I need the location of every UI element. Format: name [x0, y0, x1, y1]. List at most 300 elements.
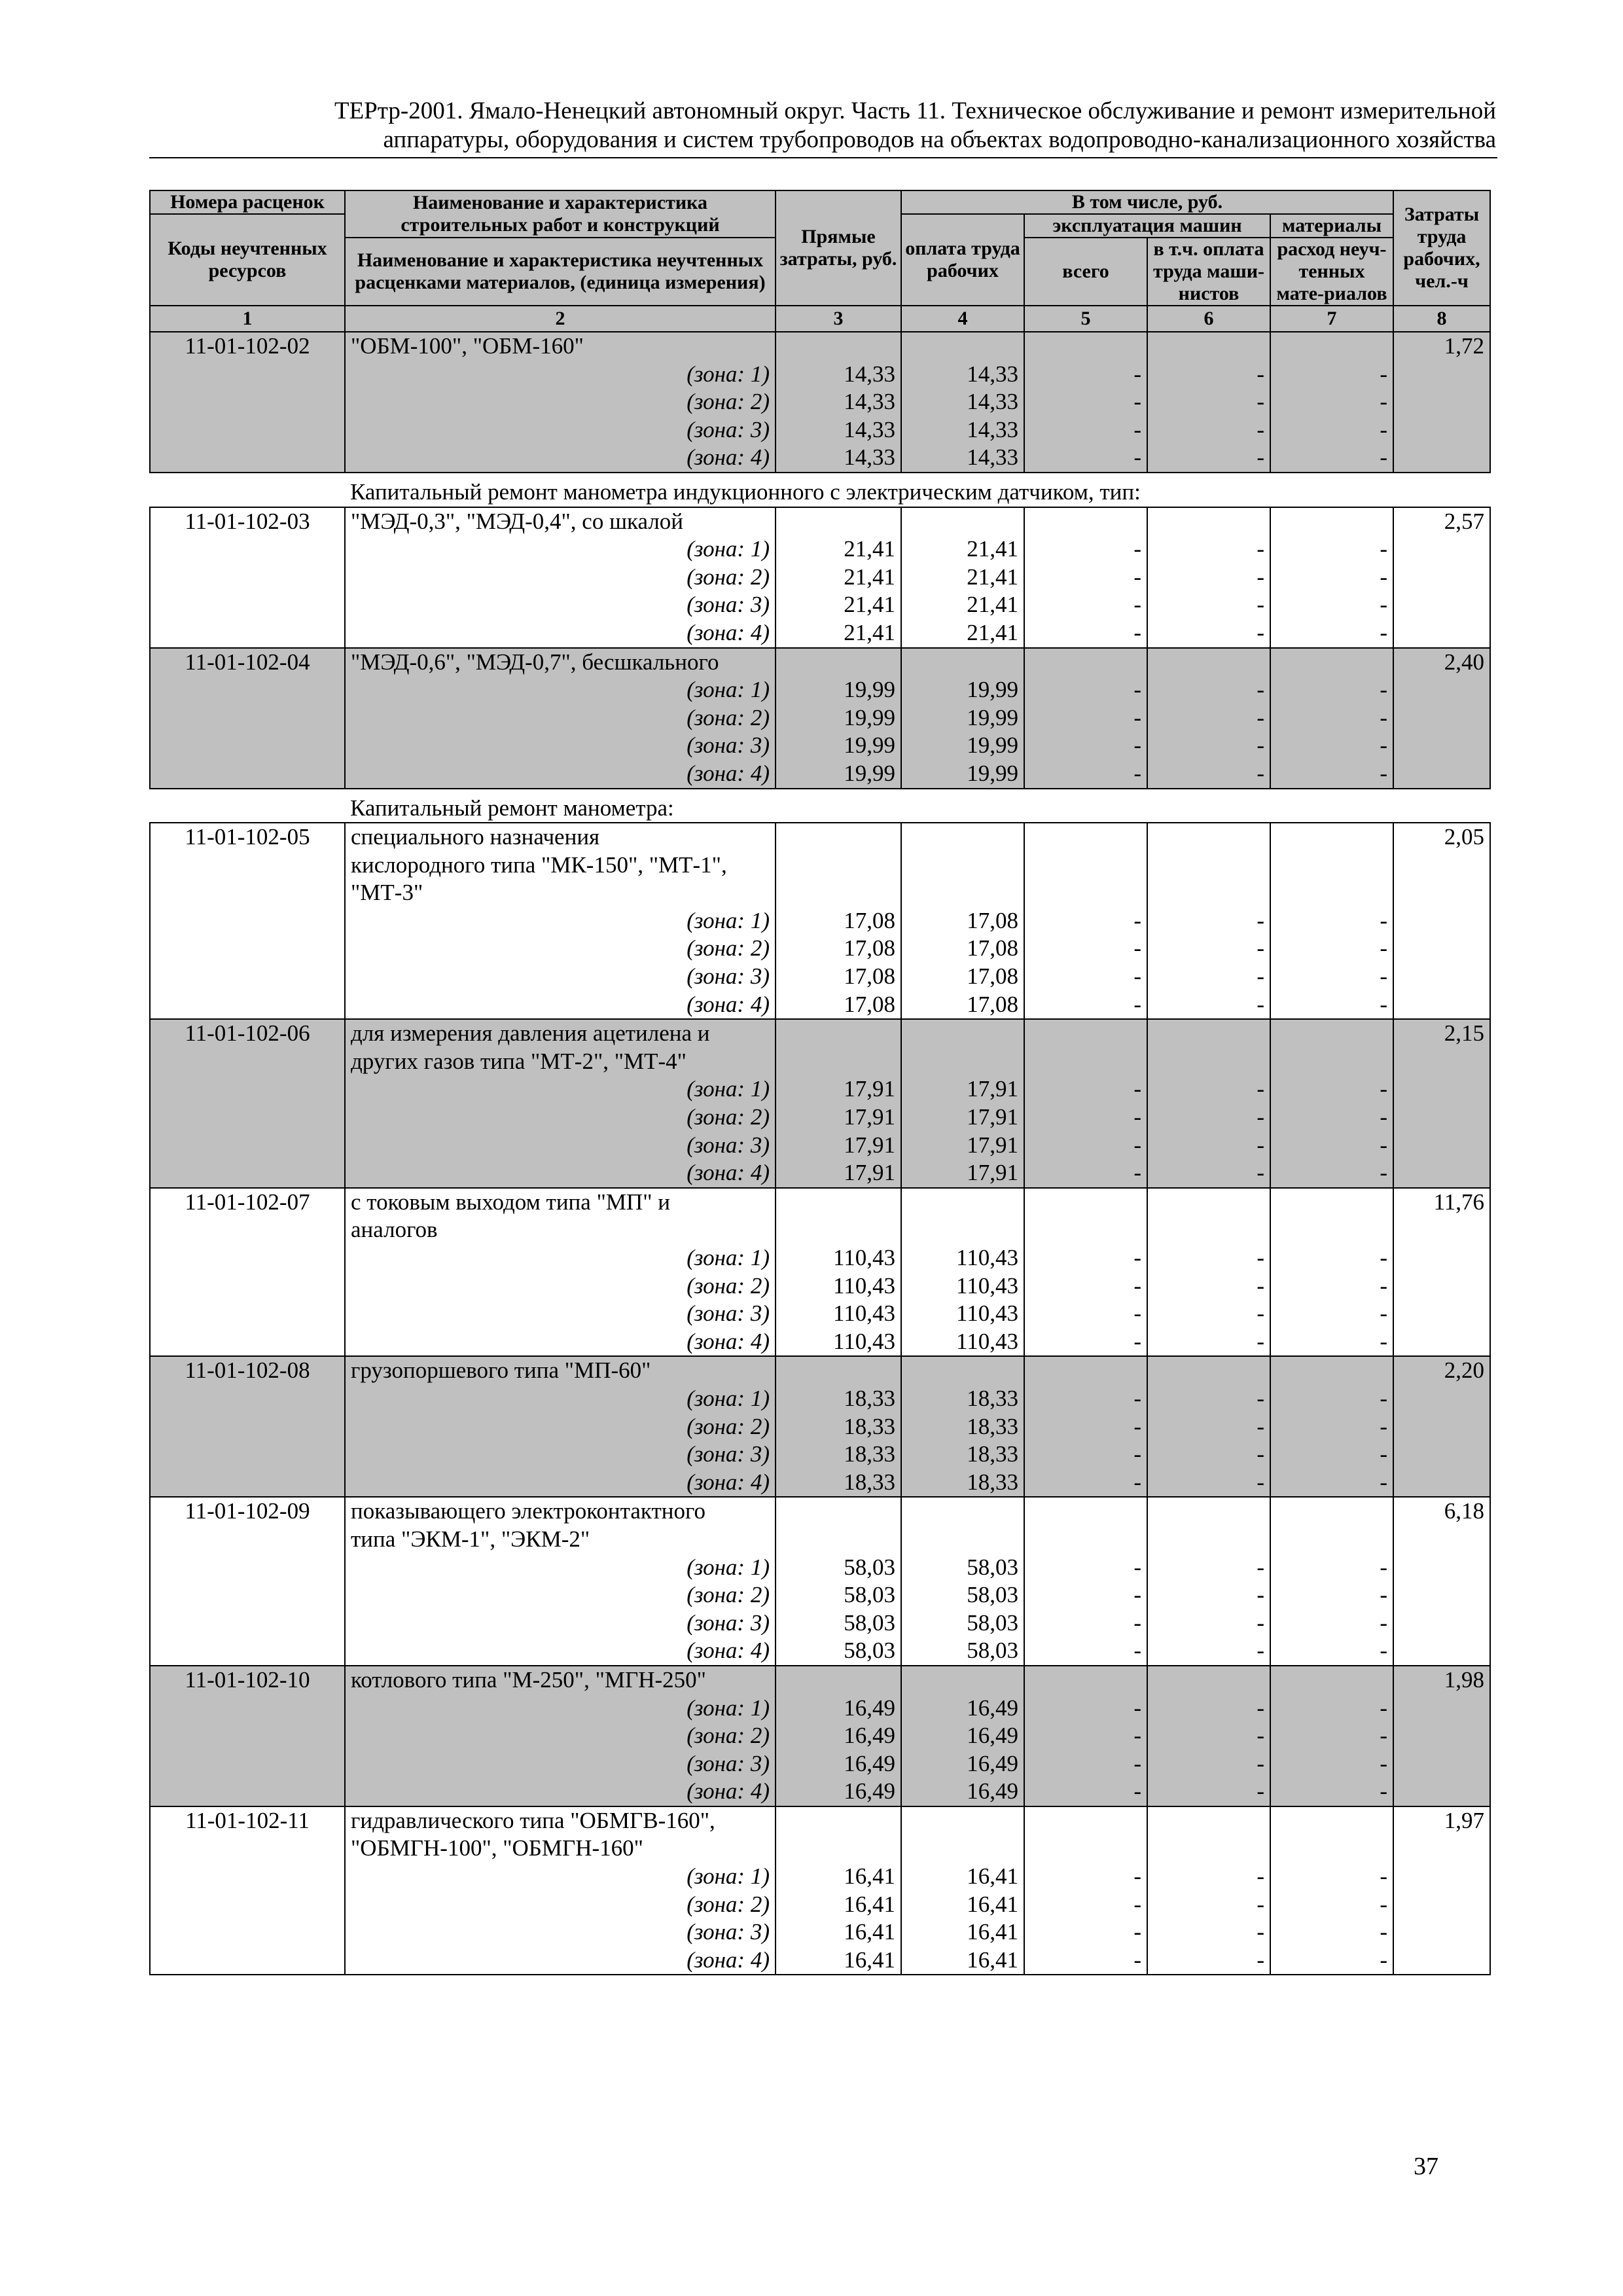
table-row	[150, 1103, 1490, 1132]
machines-total: -	[1024, 1750, 1147, 1778]
table-row	[150, 619, 1490, 648]
empty-cell	[150, 935, 345, 963]
labor-cost: 2,05	[1393, 823, 1490, 852]
direct-cost: 14,33	[776, 388, 901, 416]
operator-pay: -	[1147, 1778, 1270, 1806]
empty-cell	[1024, 1188, 1147, 1217]
machines-total: -	[1024, 1554, 1147, 1582]
materials-usage: -	[1270, 1159, 1393, 1188]
direct-cost: 58,03	[776, 1581, 901, 1609]
table-row	[150, 1159, 1490, 1188]
operator-pay: -	[1147, 1075, 1270, 1103]
direct-cost: 16,41	[776, 1918, 901, 1946]
rate-name: "МЭД-0,3", "МЭД-0,4", со шкалой	[345, 507, 776, 536]
operator-pay: -	[1147, 388, 1270, 416]
empty-cell	[150, 591, 345, 619]
empty-cell	[1393, 1526, 1490, 1554]
table-row	[150, 1132, 1490, 1160]
operator-pay: -	[1147, 1554, 1270, 1582]
materials-usage: -	[1270, 1441, 1393, 1469]
machines-total: -	[1024, 732, 1147, 760]
table-row	[150, 1300, 1490, 1328]
empty-cell	[1393, 991, 1490, 1020]
empty-cell	[150, 1946, 345, 1975]
zone-label: (зона: 2)	[345, 935, 776, 963]
machines-total: -	[1024, 361, 1147, 389]
column-number: 3	[776, 306, 901, 332]
direct-cost: 16,49	[776, 1722, 901, 1750]
empty-cell	[150, 1103, 345, 1132]
empty-cell	[150, 444, 345, 473]
section-title: Капитальный ремонт манометра:	[345, 789, 1490, 823]
table-row	[150, 1385, 1490, 1413]
worker-pay: 17,08	[901, 963, 1024, 991]
materials-usage: -	[1270, 1413, 1393, 1441]
table-row	[150, 1806, 1490, 1835]
machines-total: -	[1024, 535, 1147, 564]
empty-cell	[1024, 1835, 1147, 1863]
zone-label: (зона: 1)	[345, 361, 776, 389]
operator-pay: -	[1147, 564, 1270, 592]
table-row	[150, 591, 1490, 619]
empty-cell	[1270, 648, 1393, 677]
empty-cell	[1393, 879, 1490, 907]
materials-usage: -	[1270, 1244, 1393, 1272]
machines-total: -	[1024, 1469, 1147, 1498]
worker-pay: 17,91	[901, 1103, 1024, 1132]
machines-total: -	[1024, 1609, 1147, 1638]
machines-total: -	[1024, 444, 1147, 473]
empty-cell	[1270, 879, 1393, 907]
materials-usage: -	[1270, 1469, 1393, 1498]
direct-cost: 18,33	[776, 1441, 901, 1469]
operator-pay: -	[1147, 619, 1270, 648]
operator-pay: -	[1147, 1413, 1270, 1441]
rate-name: "ОБМГН-100", "ОБМГН-160"	[345, 1835, 776, 1863]
zone-label: (зона: 3)	[345, 1300, 776, 1328]
empty-cell	[1393, 564, 1490, 592]
materials-usage: -	[1270, 1272, 1393, 1300]
empty-cell	[1024, 1526, 1147, 1554]
empty-cell	[150, 535, 345, 564]
column-number: 7	[1270, 306, 1393, 332]
worker-pay: 16,49	[901, 1722, 1024, 1750]
direct-cost: 21,41	[776, 535, 901, 564]
worker-pay: 21,41	[901, 564, 1024, 592]
worker-pay: 19,99	[901, 676, 1024, 704]
materials-usage: -	[1270, 1778, 1393, 1806]
rate-name: котлового типа "М-250", "МГН-250"	[345, 1666, 776, 1695]
empty-cell	[776, 507, 901, 536]
labor-cost: 1,72	[1393, 332, 1490, 361]
operator-pay: -	[1147, 935, 1270, 963]
empty-cell	[1393, 535, 1490, 564]
empty-cell	[1024, 1806, 1147, 1835]
labor-cost: 2,40	[1393, 648, 1490, 677]
machines-total: -	[1024, 963, 1147, 991]
operator-pay: -	[1147, 704, 1270, 732]
empty-cell	[150, 1048, 345, 1076]
worker-pay: 16,41	[901, 1863, 1024, 1891]
empty-cell	[1024, 1216, 1147, 1244]
materials-usage: -	[1270, 963, 1393, 991]
materials-usage: -	[1270, 564, 1393, 592]
table-row	[150, 1244, 1490, 1272]
table-body	[150, 332, 1490, 1975]
table-row	[150, 648, 1490, 677]
direct-cost: 17,91	[776, 1103, 901, 1132]
empty-cell	[776, 648, 901, 677]
zone-label: (зона: 4)	[345, 1946, 776, 1975]
direct-cost: 19,99	[776, 676, 901, 704]
direct-cost: 21,41	[776, 564, 901, 592]
empty-cell	[901, 1019, 1024, 1048]
table-row	[150, 963, 1490, 991]
operator-pay: -	[1147, 963, 1270, 991]
empty-cell	[1270, 1806, 1393, 1835]
table-row	[150, 1554, 1490, 1582]
empty-cell	[901, 1835, 1024, 1863]
empty-cell	[901, 879, 1024, 907]
empty-cell	[1270, 332, 1393, 361]
empty-cell	[901, 1188, 1024, 1217]
rate-name: гидравлического типа "ОБМГВ-160",	[345, 1806, 776, 1835]
empty-cell	[1024, 1356, 1147, 1385]
empty-cell	[1393, 1918, 1490, 1946]
direct-cost: 19,99	[776, 760, 901, 789]
empty-cell	[1393, 1216, 1490, 1244]
table-header	[150, 190, 1490, 332]
worker-pay: 110,43	[901, 1300, 1024, 1328]
direct-cost: 18,33	[776, 1413, 901, 1441]
empty-cell	[150, 704, 345, 732]
empty-cell	[1270, 1048, 1393, 1076]
operator-pay: -	[1147, 1244, 1270, 1272]
table-row	[150, 388, 1490, 416]
section-title-row	[150, 789, 1490, 823]
empty-cell	[150, 564, 345, 592]
empty-cell	[1393, 1554, 1490, 1582]
empty-cell	[1024, 332, 1147, 361]
empty-cell	[1393, 1328, 1490, 1357]
header-line-1: ТЕРтр-2001. Ямало-Ненецкий автономный округ. Часть 11. Техническое обслуживание и ремонт измерительной	[334, 98, 1496, 124]
direct-cost: 21,41	[776, 591, 901, 619]
zone-label: (зона: 2)	[345, 1413, 776, 1441]
empty-cell	[1393, 416, 1490, 444]
materials-usage: -	[1270, 1328, 1393, 1357]
empty-cell	[901, 1526, 1024, 1554]
machines-total: -	[1024, 388, 1147, 416]
zone-label: (зона: 4)	[345, 1469, 776, 1498]
page-header	[149, 97, 1496, 154]
materials-usage: -	[1270, 1103, 1393, 1132]
empty-cell	[1270, 1019, 1393, 1048]
empty-cell	[901, 1666, 1024, 1695]
worker-pay: 19,99	[901, 704, 1024, 732]
operator-pay: -	[1147, 1609, 1270, 1638]
materials-usage: -	[1270, 935, 1393, 963]
rate-name: для измерения давления ацетилена и	[345, 1019, 776, 1048]
empty-cell	[1147, 879, 1270, 907]
labor-cost: 2,15	[1393, 1019, 1490, 1048]
empty-cell	[150, 1469, 345, 1498]
empty-cell	[901, 1048, 1024, 1076]
machines-total: -	[1024, 564, 1147, 592]
empty-cell	[1393, 1469, 1490, 1498]
table-row	[150, 1441, 1490, 1469]
table-row	[150, 1019, 1490, 1048]
empty-cell	[1024, 507, 1147, 536]
direct-cost: 16,41	[776, 1891, 901, 1919]
materials-usage: -	[1270, 1918, 1393, 1946]
machines-total: -	[1024, 1695, 1147, 1723]
materials-usage: -	[1270, 1637, 1393, 1666]
empty-cell	[1393, 591, 1490, 619]
operator-pay: -	[1147, 1469, 1270, 1498]
direct-cost: 17,08	[776, 907, 901, 935]
empty-cell	[1270, 507, 1393, 536]
operator-pay: -	[1147, 1946, 1270, 1975]
empty-cell	[1393, 1244, 1490, 1272]
table-row	[150, 1075, 1490, 1103]
machines-total: -	[1024, 1272, 1147, 1300]
worker-pay: 58,03	[901, 1554, 1024, 1582]
empty-cell	[1147, 507, 1270, 536]
zone-label: (зона: 2)	[345, 388, 776, 416]
rate-code: 11-01-102-07	[150, 1188, 345, 1217]
direct-cost: 58,03	[776, 1637, 901, 1666]
empty-cell	[901, 1497, 1024, 1526]
empty-cell	[1393, 1891, 1490, 1919]
zone-label: (зона: 3)	[345, 1441, 776, 1469]
empty-cell	[776, 332, 901, 361]
header-materials: материалы	[1270, 214, 1393, 238]
empty-cell	[1270, 1835, 1393, 1863]
worker-pay: 21,41	[901, 619, 1024, 648]
direct-cost: 17,08	[776, 935, 901, 963]
header-line-2: аппаратуры, оборудования и систем трубопроводов на объектах водопроводно-канализационного хозяйства	[383, 126, 1496, 153]
table-row	[150, 935, 1490, 963]
table-row	[150, 732, 1490, 760]
empty-cell	[1393, 444, 1490, 473]
operator-pay: -	[1147, 1722, 1270, 1750]
empty-cell	[1270, 1497, 1393, 1526]
empty-cell	[901, 852, 1024, 880]
empty-cell	[1270, 1216, 1393, 1244]
worker-pay: 16,49	[901, 1695, 1024, 1723]
zone-label: (зона: 2)	[345, 704, 776, 732]
direct-cost: 110,43	[776, 1328, 901, 1357]
materials-usage: -	[1270, 760, 1393, 789]
machines-total: -	[1024, 1778, 1147, 1806]
materials-usage: -	[1270, 1609, 1393, 1638]
empty-cell	[776, 1216, 901, 1244]
empty-cell	[1147, 648, 1270, 677]
empty-cell	[1147, 1356, 1270, 1385]
empty-cell	[1393, 361, 1490, 389]
empty-cell	[150, 1216, 345, 1244]
empty-cell	[150, 1918, 345, 1946]
rate-name: других газов типа "МТ-2", "МТ-4"	[345, 1048, 776, 1076]
worker-pay: 14,33	[901, 444, 1024, 473]
worker-pay: 58,03	[901, 1581, 1024, 1609]
empty-cell	[1024, 1666, 1147, 1695]
machines-total: -	[1024, 704, 1147, 732]
empty-cell	[1393, 1048, 1490, 1076]
empty-cell	[150, 1272, 345, 1300]
machines-total: -	[1024, 1385, 1147, 1413]
empty-cell	[1024, 1048, 1147, 1076]
zone-label: (зона: 3)	[345, 1132, 776, 1160]
direct-cost: 16,49	[776, 1750, 901, 1778]
empty-cell	[150, 676, 345, 704]
machines-total: -	[1024, 1244, 1147, 1272]
empty-cell	[1147, 332, 1270, 361]
materials-usage: -	[1270, 591, 1393, 619]
direct-cost: 16,41	[776, 1863, 901, 1891]
worker-pay: 18,33	[901, 1385, 1024, 1413]
machines-total: -	[1024, 760, 1147, 789]
rate-name: грузопоршевого типа "МП-60"	[345, 1356, 776, 1385]
rate-name: "МТ-3"	[345, 879, 776, 907]
direct-cost: 14,33	[776, 416, 901, 444]
empty-cell	[1393, 907, 1490, 935]
rate-code: 11-01-102-02	[150, 332, 345, 361]
materials-usage: -	[1270, 991, 1393, 1020]
rate-name: показывающего электроконтактного	[345, 1497, 776, 1526]
header-work-name: Наименование и характеристика строительных работ и конструкций	[345, 190, 776, 238]
empty-cell	[1393, 1272, 1490, 1300]
operator-pay: -	[1147, 1695, 1270, 1723]
worker-pay: 16,49	[901, 1750, 1024, 1778]
operator-pay: -	[1147, 1132, 1270, 1160]
empty-cell	[150, 1441, 345, 1469]
empty-cell	[150, 732, 345, 760]
table-row	[150, 1778, 1490, 1806]
empty-cell	[1393, 1778, 1490, 1806]
header-worker-pay: оплата труда рабочих	[901, 214, 1024, 306]
header-operator-pay: в т.ч. оплата труда маши-нистов	[1147, 238, 1270, 306]
empty-cell	[776, 823, 901, 852]
machines-total: -	[1024, 1946, 1147, 1975]
empty-cell	[1024, 1497, 1147, 1526]
empty-cell	[150, 991, 345, 1020]
table-row	[150, 852, 1490, 880]
empty-cell	[150, 1413, 345, 1441]
direct-cost: 16,49	[776, 1695, 901, 1723]
operator-pay: -	[1147, 1637, 1270, 1666]
table-row	[150, 991, 1490, 1020]
column-number: 6	[1147, 306, 1270, 332]
machines-total: -	[1024, 591, 1147, 619]
empty-cell	[150, 1891, 345, 1919]
column-number: 4	[901, 306, 1024, 332]
section-spacer	[150, 789, 345, 823]
empty-cell	[1393, 1637, 1490, 1666]
machines-total: -	[1024, 1132, 1147, 1160]
materials-usage: -	[1270, 907, 1393, 935]
worker-pay: 19,99	[901, 732, 1024, 760]
zone-label: (зона: 2)	[345, 1581, 776, 1609]
empty-cell	[150, 1244, 345, 1272]
empty-cell	[1393, 732, 1490, 760]
column-number: 8	[1393, 306, 1490, 332]
empty-cell	[776, 1497, 901, 1526]
machines-total: -	[1024, 935, 1147, 963]
table-row	[150, 1637, 1490, 1666]
empty-cell	[1393, 1103, 1490, 1132]
worker-pay: 21,41	[901, 591, 1024, 619]
materials-usage: -	[1270, 1132, 1393, 1160]
rate-name: кислородного типа "МК-150", "МТ-1",	[345, 852, 776, 880]
table-row	[150, 1722, 1490, 1750]
materials-usage: -	[1270, 1891, 1393, 1919]
empty-cell	[901, 823, 1024, 852]
machines-total: -	[1024, 1328, 1147, 1357]
table-row	[150, 1750, 1490, 1778]
direct-cost: 110,43	[776, 1272, 901, 1300]
zone-label: (зона: 4)	[345, 444, 776, 473]
machines-total: -	[1024, 619, 1147, 648]
empty-cell	[901, 332, 1024, 361]
rate-code: 11-01-102-03	[150, 507, 345, 536]
rate-name: специального назначения	[345, 823, 776, 852]
empty-cell	[1393, 1300, 1490, 1328]
worker-pay: 110,43	[901, 1328, 1024, 1357]
direct-cost: 16,41	[776, 1946, 901, 1975]
empty-cell	[1270, 823, 1393, 852]
materials-usage: -	[1270, 1863, 1393, 1891]
rate-name: "ОБМ-100", "ОБМ-160"	[345, 332, 776, 361]
header-rate-numbers: Номера расценок	[150, 190, 345, 214]
table-row	[150, 1188, 1490, 1217]
rate-code: 11-01-102-08	[150, 1356, 345, 1385]
worker-pay: 18,33	[901, 1413, 1024, 1441]
operator-pay: -	[1147, 1272, 1270, 1300]
machines-total: -	[1024, 416, 1147, 444]
direct-cost: 17,91	[776, 1075, 901, 1103]
zone-label: (зона: 2)	[345, 1891, 776, 1919]
table-row	[150, 1413, 1490, 1441]
operator-pay: -	[1147, 1441, 1270, 1469]
empty-cell	[776, 852, 901, 880]
operator-pay: -	[1147, 991, 1270, 1020]
table-row	[150, 1863, 1490, 1891]
empty-cell	[150, 1722, 345, 1750]
operator-pay: -	[1147, 1891, 1270, 1919]
zone-label: (зона: 1)	[345, 1554, 776, 1582]
header-materials-name: Наименование и характеристика неучтенных расценками материалов, (единица измерения)	[345, 238, 776, 306]
direct-cost: 17,08	[776, 991, 901, 1020]
empty-cell	[901, 648, 1024, 677]
table-row	[150, 535, 1490, 564]
direct-cost: 17,91	[776, 1132, 901, 1160]
empty-cell	[776, 1356, 901, 1385]
direct-cost: 18,33	[776, 1385, 901, 1413]
zone-label: (зона: 2)	[345, 1272, 776, 1300]
table-row	[150, 1526, 1490, 1554]
empty-cell	[1147, 1526, 1270, 1554]
worker-pay: 18,33	[901, 1441, 1024, 1469]
zone-label: (зона: 4)	[345, 1159, 776, 1188]
empty-cell	[1147, 1806, 1270, 1835]
direct-cost: 14,33	[776, 444, 901, 473]
materials-usage: -	[1270, 444, 1393, 473]
direct-cost: 58,03	[776, 1554, 901, 1582]
empty-cell	[776, 879, 901, 907]
operator-pay: -	[1147, 1159, 1270, 1188]
materials-usage: -	[1270, 1695, 1393, 1723]
